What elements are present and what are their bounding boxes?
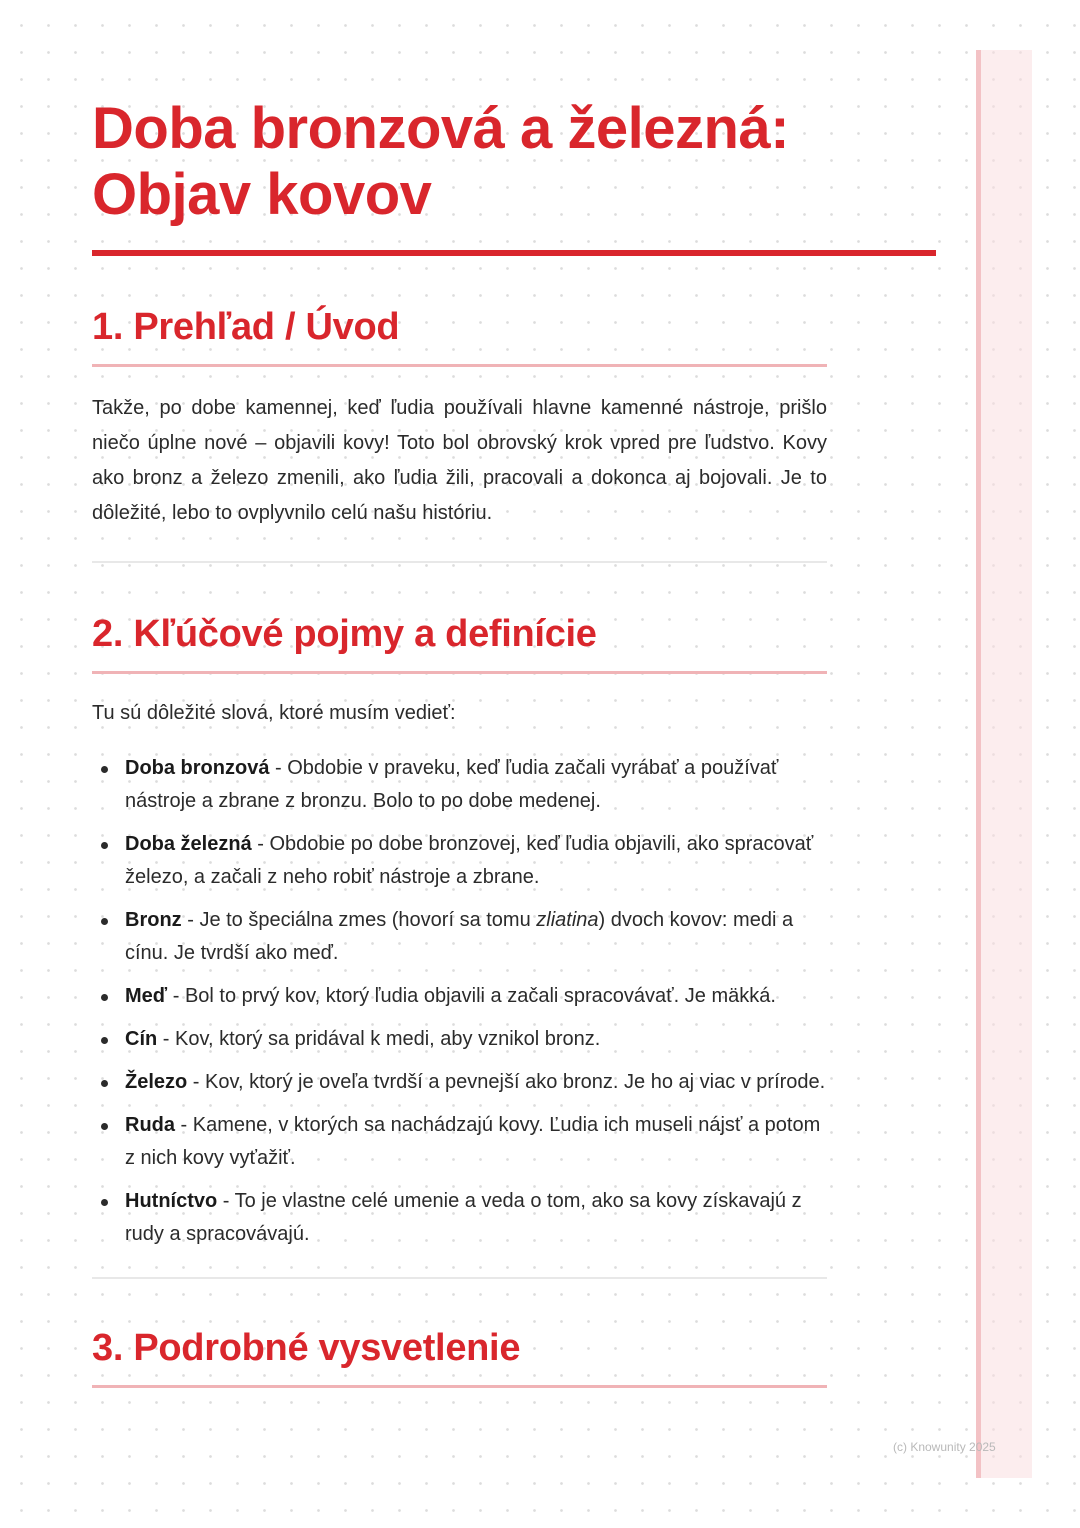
lead-paragraph: Tu sú dôležité slová, ktoré musím vedieť: bbox=[92, 702, 456, 724]
term-definition: - Kov, ktorý je oveľa tvrdší a pevnejší ako bronz. Je ho aj viac v prírode. bbox=[187, 1071, 826, 1093]
term-name: Ruda bbox=[125, 1114, 175, 1136]
section-divider bbox=[92, 1277, 827, 1279]
term-name: Doba bronzová bbox=[125, 757, 270, 779]
term-definition: - Kov, ktorý sa pridával k medi, aby vznikol bronz. bbox=[157, 1028, 601, 1050]
section-divider bbox=[92, 561, 827, 563]
margin-strip bbox=[976, 50, 1032, 1478]
section-heading: 2. Kľúčové pojmy a definície bbox=[92, 613, 597, 655]
document-title bbox=[92, 96, 936, 228]
section-heading: 3. Podrobné vysvetlenie bbox=[92, 1327, 521, 1369]
term-name: Hutníctvo bbox=[125, 1190, 218, 1212]
list-item bbox=[92, 828, 827, 894]
heading-divider bbox=[92, 364, 827, 367]
term-definition: ) dvoch kovov: medi a cínu. Je tvrdší ako meď. bbox=[125, 909, 794, 964]
list-item bbox=[92, 1185, 827, 1251]
section-detailed-explanation bbox=[92, 1325, 936, 1388]
list-item bbox=[92, 904, 827, 970]
term-definition: - Je to špeciálna zmes (hovorí sa tomu bbox=[181, 909, 537, 931]
list-item bbox=[92, 980, 827, 1013]
document-content bbox=[92, 96, 936, 1388]
terms-list bbox=[92, 752, 827, 1251]
term-name: Doba železná bbox=[125, 833, 252, 855]
heading-divider bbox=[92, 671, 827, 674]
list-item bbox=[92, 1109, 827, 1175]
term-name: Meď bbox=[125, 985, 168, 1007]
term-definition-italic: zliatina bbox=[536, 909, 599, 931]
term-definition: - To je vlastne celé umenie a veda o tom, ako sa kovy získavajú z rudy a spracovávajú. bbox=[125, 1190, 802, 1245]
section-heading: 1. Prehľad / Úvod bbox=[92, 306, 400, 348]
list-item bbox=[92, 1066, 827, 1099]
term-name: Železo bbox=[125, 1071, 188, 1093]
heading-divider bbox=[92, 1385, 827, 1388]
term-definition: - Bol to prvý kov, ktorý ľudia objavili a začali spracovávať. Je mäkká. bbox=[167, 985, 776, 1007]
term-definition: - Obdobie po dobe bronzovej, keď ľudia objavili, ako spracovať železo, a začali z neho robiť nástroje a zbrane. bbox=[125, 833, 814, 888]
copyright-footer: (c) Knowunity 2025 bbox=[893, 1440, 996, 1454]
list-item bbox=[92, 1023, 827, 1056]
section-overview bbox=[92, 304, 936, 563]
title-line-1: Doba bronzová a železná: bbox=[92, 96, 790, 161]
title-line-2: Objav kovov bbox=[92, 162, 432, 227]
intro-paragraph: Takže, po dobe kamennej, keď ľudia používali hlavne kamenné nástroje, prišlo niečo úplne nové – objavili kovy! Toto bol obrovský krok vpred pre ľudstvo. Kovy ako bronz a železo zmenili, ako ľudia žili, pracovali a dokonca aj bojovali. Je to dôležité, lebo to ovplyvnilo celú našu históriu. bbox=[92, 397, 827, 524]
term-definition: - Kamene, v ktorých sa nachádzajú kovy. Ľudia ich museli nájsť a potom z nich kovy vyťažiť. bbox=[125, 1114, 821, 1169]
title-divider bbox=[92, 250, 936, 256]
term-definition: - Obdobie v praveku, keď ľudia začali vyrábať a používať nástroje a zbrane z bronzu. Bolo to po dobe medenej. bbox=[125, 757, 779, 812]
term-name: Cín bbox=[125, 1028, 158, 1050]
list-item bbox=[92, 752, 827, 818]
term-name: Bronz bbox=[125, 909, 182, 931]
section-key-terms bbox=[92, 611, 936, 1279]
